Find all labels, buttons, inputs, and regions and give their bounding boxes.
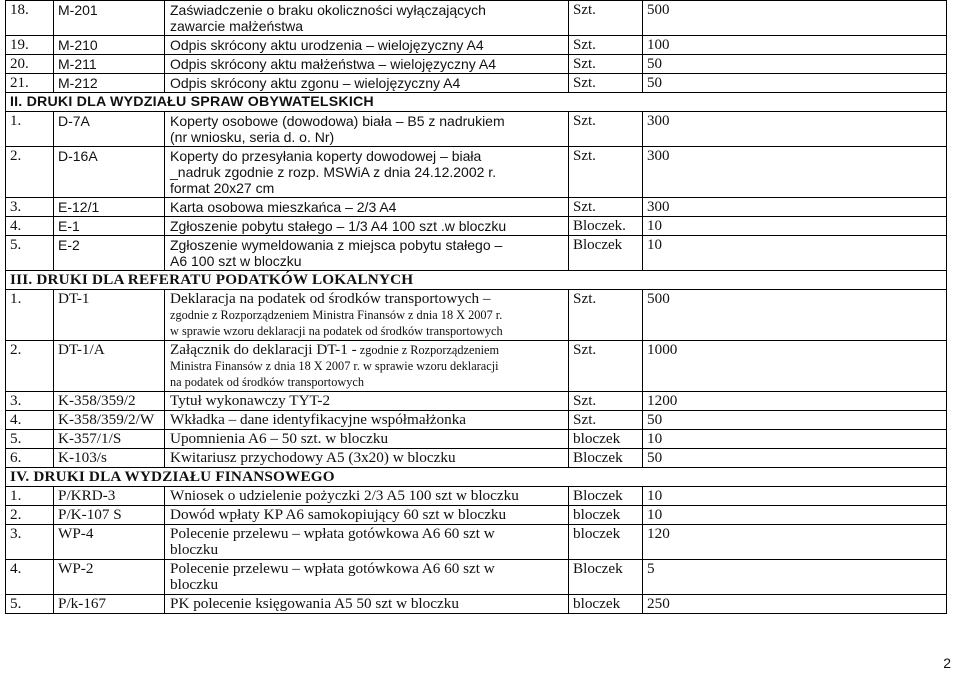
row-number: 5. bbox=[6, 595, 54, 614]
row-number: 18. bbox=[6, 1, 54, 36]
description-line: format 20x27 cm bbox=[170, 180, 275, 196]
section-heading-row bbox=[6, 93, 947, 112]
form-code: K-357/1/S bbox=[54, 430, 165, 449]
form-description bbox=[165, 449, 569, 468]
form-code: P/KRD-3 bbox=[54, 487, 165, 506]
form-row bbox=[6, 112, 947, 147]
form-row bbox=[6, 236, 947, 271]
unit: Szt. bbox=[569, 36, 643, 55]
unit: Szt. bbox=[569, 74, 643, 93]
form-code: D-16A bbox=[54, 147, 165, 198]
form-code: M-210 bbox=[54, 36, 165, 55]
form-description bbox=[165, 217, 569, 236]
description-legal-note: na podatek od środków transportowych bbox=[170, 375, 364, 389]
quantity: 300 bbox=[643, 147, 947, 198]
description-line: zawarcie małżeństwa bbox=[170, 18, 304, 34]
form-description bbox=[165, 112, 569, 147]
form-description bbox=[165, 487, 569, 506]
form-row bbox=[6, 217, 947, 236]
form-row bbox=[6, 147, 947, 198]
unit: Szt. bbox=[569, 112, 643, 147]
description-line: Dowód wpłaty KP A6 samokopiujący 60 szt w bloczku bbox=[170, 506, 507, 523]
row-number: 5. bbox=[6, 236, 54, 271]
quantity: 50 bbox=[643, 449, 947, 468]
form-description bbox=[165, 506, 569, 525]
form-row bbox=[6, 198, 947, 217]
description-line: A6 100 szt w bloczku bbox=[170, 253, 302, 269]
unit: Szt. bbox=[569, 290, 643, 341]
unit: Szt. bbox=[569, 1, 643, 36]
row-number: 1. bbox=[6, 290, 54, 341]
description-line: Odpis skrócony aktu małżeństwa – wielojęzyczny A4 bbox=[170, 56, 497, 72]
form-code: M-201 bbox=[54, 1, 165, 36]
quantity: 300 bbox=[643, 112, 947, 147]
form-row bbox=[6, 560, 947, 595]
row-number: 1. bbox=[6, 112, 54, 147]
quantity: 5 bbox=[643, 560, 947, 595]
form-row bbox=[6, 595, 947, 614]
form-row bbox=[6, 506, 947, 525]
row-number: 6. bbox=[6, 449, 54, 468]
form-code: E-2 bbox=[54, 236, 165, 271]
row-number: 2. bbox=[6, 147, 54, 198]
form-row bbox=[6, 36, 947, 55]
unit: Szt. bbox=[569, 392, 643, 411]
row-number: 3. bbox=[6, 392, 54, 411]
unit: bloczek bbox=[569, 595, 643, 614]
description-line: Zgłoszenie pobytu stałego – 1/3 A4 100 szt .w bloczku bbox=[170, 218, 507, 234]
row-number: 5. bbox=[6, 430, 54, 449]
unit: Bloczek bbox=[569, 560, 643, 595]
form-description bbox=[165, 392, 569, 411]
form-code: DT-1/A bbox=[54, 341, 165, 392]
quantity: 100 bbox=[643, 36, 947, 55]
unit: bloczek bbox=[569, 525, 643, 560]
forms-table-body bbox=[6, 1, 947, 614]
description-line: Upomnienia A6 – 50 szt. w bloczku bbox=[170, 430, 389, 447]
row-number: 1. bbox=[6, 487, 54, 506]
row-number: 4. bbox=[6, 411, 54, 430]
description-line-tail: zgodnie z Rozporządzeniem bbox=[356, 343, 500, 357]
description-line: bloczku bbox=[170, 541, 219, 558]
unit: Bloczek bbox=[569, 449, 643, 468]
description-line: Zaświadczenie o braku okoliczności wyłączających bbox=[170, 2, 486, 18]
row-number: 19. bbox=[6, 36, 54, 55]
form-description bbox=[165, 1, 569, 36]
unit: bloczek bbox=[569, 430, 643, 449]
unit: Bloczek bbox=[569, 487, 643, 506]
form-row bbox=[6, 341, 947, 392]
quantity: 50 bbox=[643, 411, 947, 430]
description-line: (nr wniosku, seria d. o. Nr) bbox=[170, 129, 335, 145]
quantity: 50 bbox=[643, 55, 947, 74]
row-number: 4. bbox=[6, 217, 54, 236]
description-line: Wniosek o udzielenie pożyczki 2/3 A5 100 szt w bloczku bbox=[170, 487, 519, 504]
section-heading: III. DRUKI DLA REFERATU PODATKÓW LOKALNYCH bbox=[6, 271, 947, 290]
form-description bbox=[165, 36, 569, 55]
description-line: Karta osobowa mieszkańca – 2/3 A4 bbox=[170, 199, 397, 215]
description-legal-note: w sprawie wzoru deklaracji na podatek od środków transportowych bbox=[170, 324, 503, 338]
row-number: 3. bbox=[6, 525, 54, 560]
form-code: K-358/359/2 bbox=[54, 392, 165, 411]
form-description bbox=[165, 74, 569, 93]
quantity: 10 bbox=[643, 217, 947, 236]
quantity: 10 bbox=[643, 487, 947, 506]
form-description bbox=[165, 341, 569, 392]
form-description bbox=[165, 147, 569, 198]
section-heading: IV. DRUKI DLA WYDZIAŁU FINANSOWEGO bbox=[6, 468, 947, 487]
quantity: 300 bbox=[643, 198, 947, 217]
form-row bbox=[6, 430, 947, 449]
form-description bbox=[165, 236, 569, 271]
form-code: WP-4 bbox=[54, 525, 165, 560]
description-line: Koperty do przesyłania koperty dowodowej – biała bbox=[170, 148, 482, 164]
description-line: Polecenie przelewu – wpłata gotówkowa A6 60 szt w bbox=[170, 525, 495, 542]
unit: Bloczek bbox=[569, 236, 643, 271]
section-heading-row bbox=[6, 468, 947, 487]
description-line: Odpis skrócony aktu zgonu – wielojęzyczny A4 bbox=[170, 75, 461, 91]
description-legal-note: zgodnie z Rozporządzeniem Ministra Finansów z dnia 18 X 2007 r. bbox=[170, 308, 503, 322]
section-heading-row bbox=[6, 271, 947, 290]
form-row bbox=[6, 525, 947, 560]
form-description bbox=[165, 595, 569, 614]
unit: Szt. bbox=[569, 198, 643, 217]
quantity: 500 bbox=[643, 1, 947, 36]
form-code: K-358/359/2/W bbox=[54, 411, 165, 430]
quantity: 250 bbox=[643, 595, 947, 614]
description-line bbox=[170, 342, 565, 358]
form-code: E-12/1 bbox=[54, 198, 165, 217]
unit: Bloczek. bbox=[569, 217, 643, 236]
form-description bbox=[165, 430, 569, 449]
form-code: P/k-167 bbox=[54, 595, 165, 614]
quantity: 1000 bbox=[643, 341, 947, 392]
form-code: E-1 bbox=[54, 217, 165, 236]
form-code: M-211 bbox=[54, 55, 165, 74]
form-row bbox=[6, 1, 947, 36]
description-legal-note: Ministra Finansów z dnia 18 X 2007 r. w sprawie wzoru deklaracji bbox=[170, 359, 499, 373]
form-description bbox=[165, 290, 569, 341]
form-description bbox=[165, 525, 569, 560]
row-number: 3. bbox=[6, 198, 54, 217]
unit: Szt. bbox=[569, 341, 643, 392]
description-line: Deklaracja na podatek od środków transportowych – bbox=[170, 290, 491, 307]
form-code: DT-1 bbox=[54, 290, 165, 341]
row-number: 20. bbox=[6, 55, 54, 74]
quantity: 1200 bbox=[643, 392, 947, 411]
quantity: 10 bbox=[643, 430, 947, 449]
form-row bbox=[6, 411, 947, 430]
unit: Szt. bbox=[569, 411, 643, 430]
description-line: Koperty osobowe (dowodowa) biała – B5 z nadrukiem bbox=[170, 113, 505, 129]
description-line: Odpis skrócony aktu urodzenia – wielojęzyczny A4 bbox=[170, 37, 484, 53]
description-line: Zgłoszenie wymeldowania z miejsca pobytu stałego – bbox=[170, 237, 503, 253]
section-heading: II. DRUKI DLA WYDZIAŁU SPRAW OBYWATELSKICH bbox=[6, 93, 947, 112]
form-description bbox=[165, 560, 569, 595]
form-row bbox=[6, 55, 947, 74]
form-description bbox=[165, 198, 569, 217]
quantity: 120 bbox=[643, 525, 947, 560]
row-number: 4. bbox=[6, 560, 54, 595]
form-code: K-103/s bbox=[54, 449, 165, 468]
form-code: WP-2 bbox=[54, 560, 165, 595]
description-line: Kwitariusz przychodowy A5 (3x20) w bloczku bbox=[170, 449, 456, 466]
form-row bbox=[6, 449, 947, 468]
form-code: P/K-107 S bbox=[54, 506, 165, 525]
description-line: Polecenie przelewu – wpłata gotówkowa A6 60 szt w bbox=[170, 560, 495, 577]
description-line: _nadruk zgodnie z rozp. MSWiA z dnia 24.12.2002 r. bbox=[170, 164, 497, 180]
quantity: 50 bbox=[643, 74, 947, 93]
form-description bbox=[165, 55, 569, 74]
form-description bbox=[165, 411, 569, 430]
form-row bbox=[6, 487, 947, 506]
forms-table bbox=[5, 0, 947, 614]
form-row bbox=[6, 290, 947, 341]
quantity: 10 bbox=[643, 506, 947, 525]
page-number: 2 bbox=[943, 655, 951, 671]
quantity: 10 bbox=[643, 236, 947, 271]
unit: Szt. bbox=[569, 147, 643, 198]
description-line: Tytuł wykonawczy TYT-2 bbox=[170, 392, 331, 409]
description-line-text: Załącznik do deklaracji DT-1 - bbox=[170, 341, 357, 358]
row-number: 21. bbox=[6, 74, 54, 93]
unit: Szt. bbox=[569, 55, 643, 74]
row-number: 2. bbox=[6, 506, 54, 525]
description-line: Wkładka – dane identyfikacyjne współmałżonka bbox=[170, 411, 467, 428]
unit: bloczek bbox=[569, 506, 643, 525]
quantity: 500 bbox=[643, 290, 947, 341]
form-row bbox=[6, 392, 947, 411]
form-code: M-212 bbox=[54, 74, 165, 93]
row-number: 2. bbox=[6, 341, 54, 392]
description-line: bloczku bbox=[170, 576, 219, 593]
form-code: D-7A bbox=[54, 112, 165, 147]
description-line: PK polecenie księgowania A5 50 szt w bloczku bbox=[170, 595, 459, 612]
form-row bbox=[6, 74, 947, 93]
